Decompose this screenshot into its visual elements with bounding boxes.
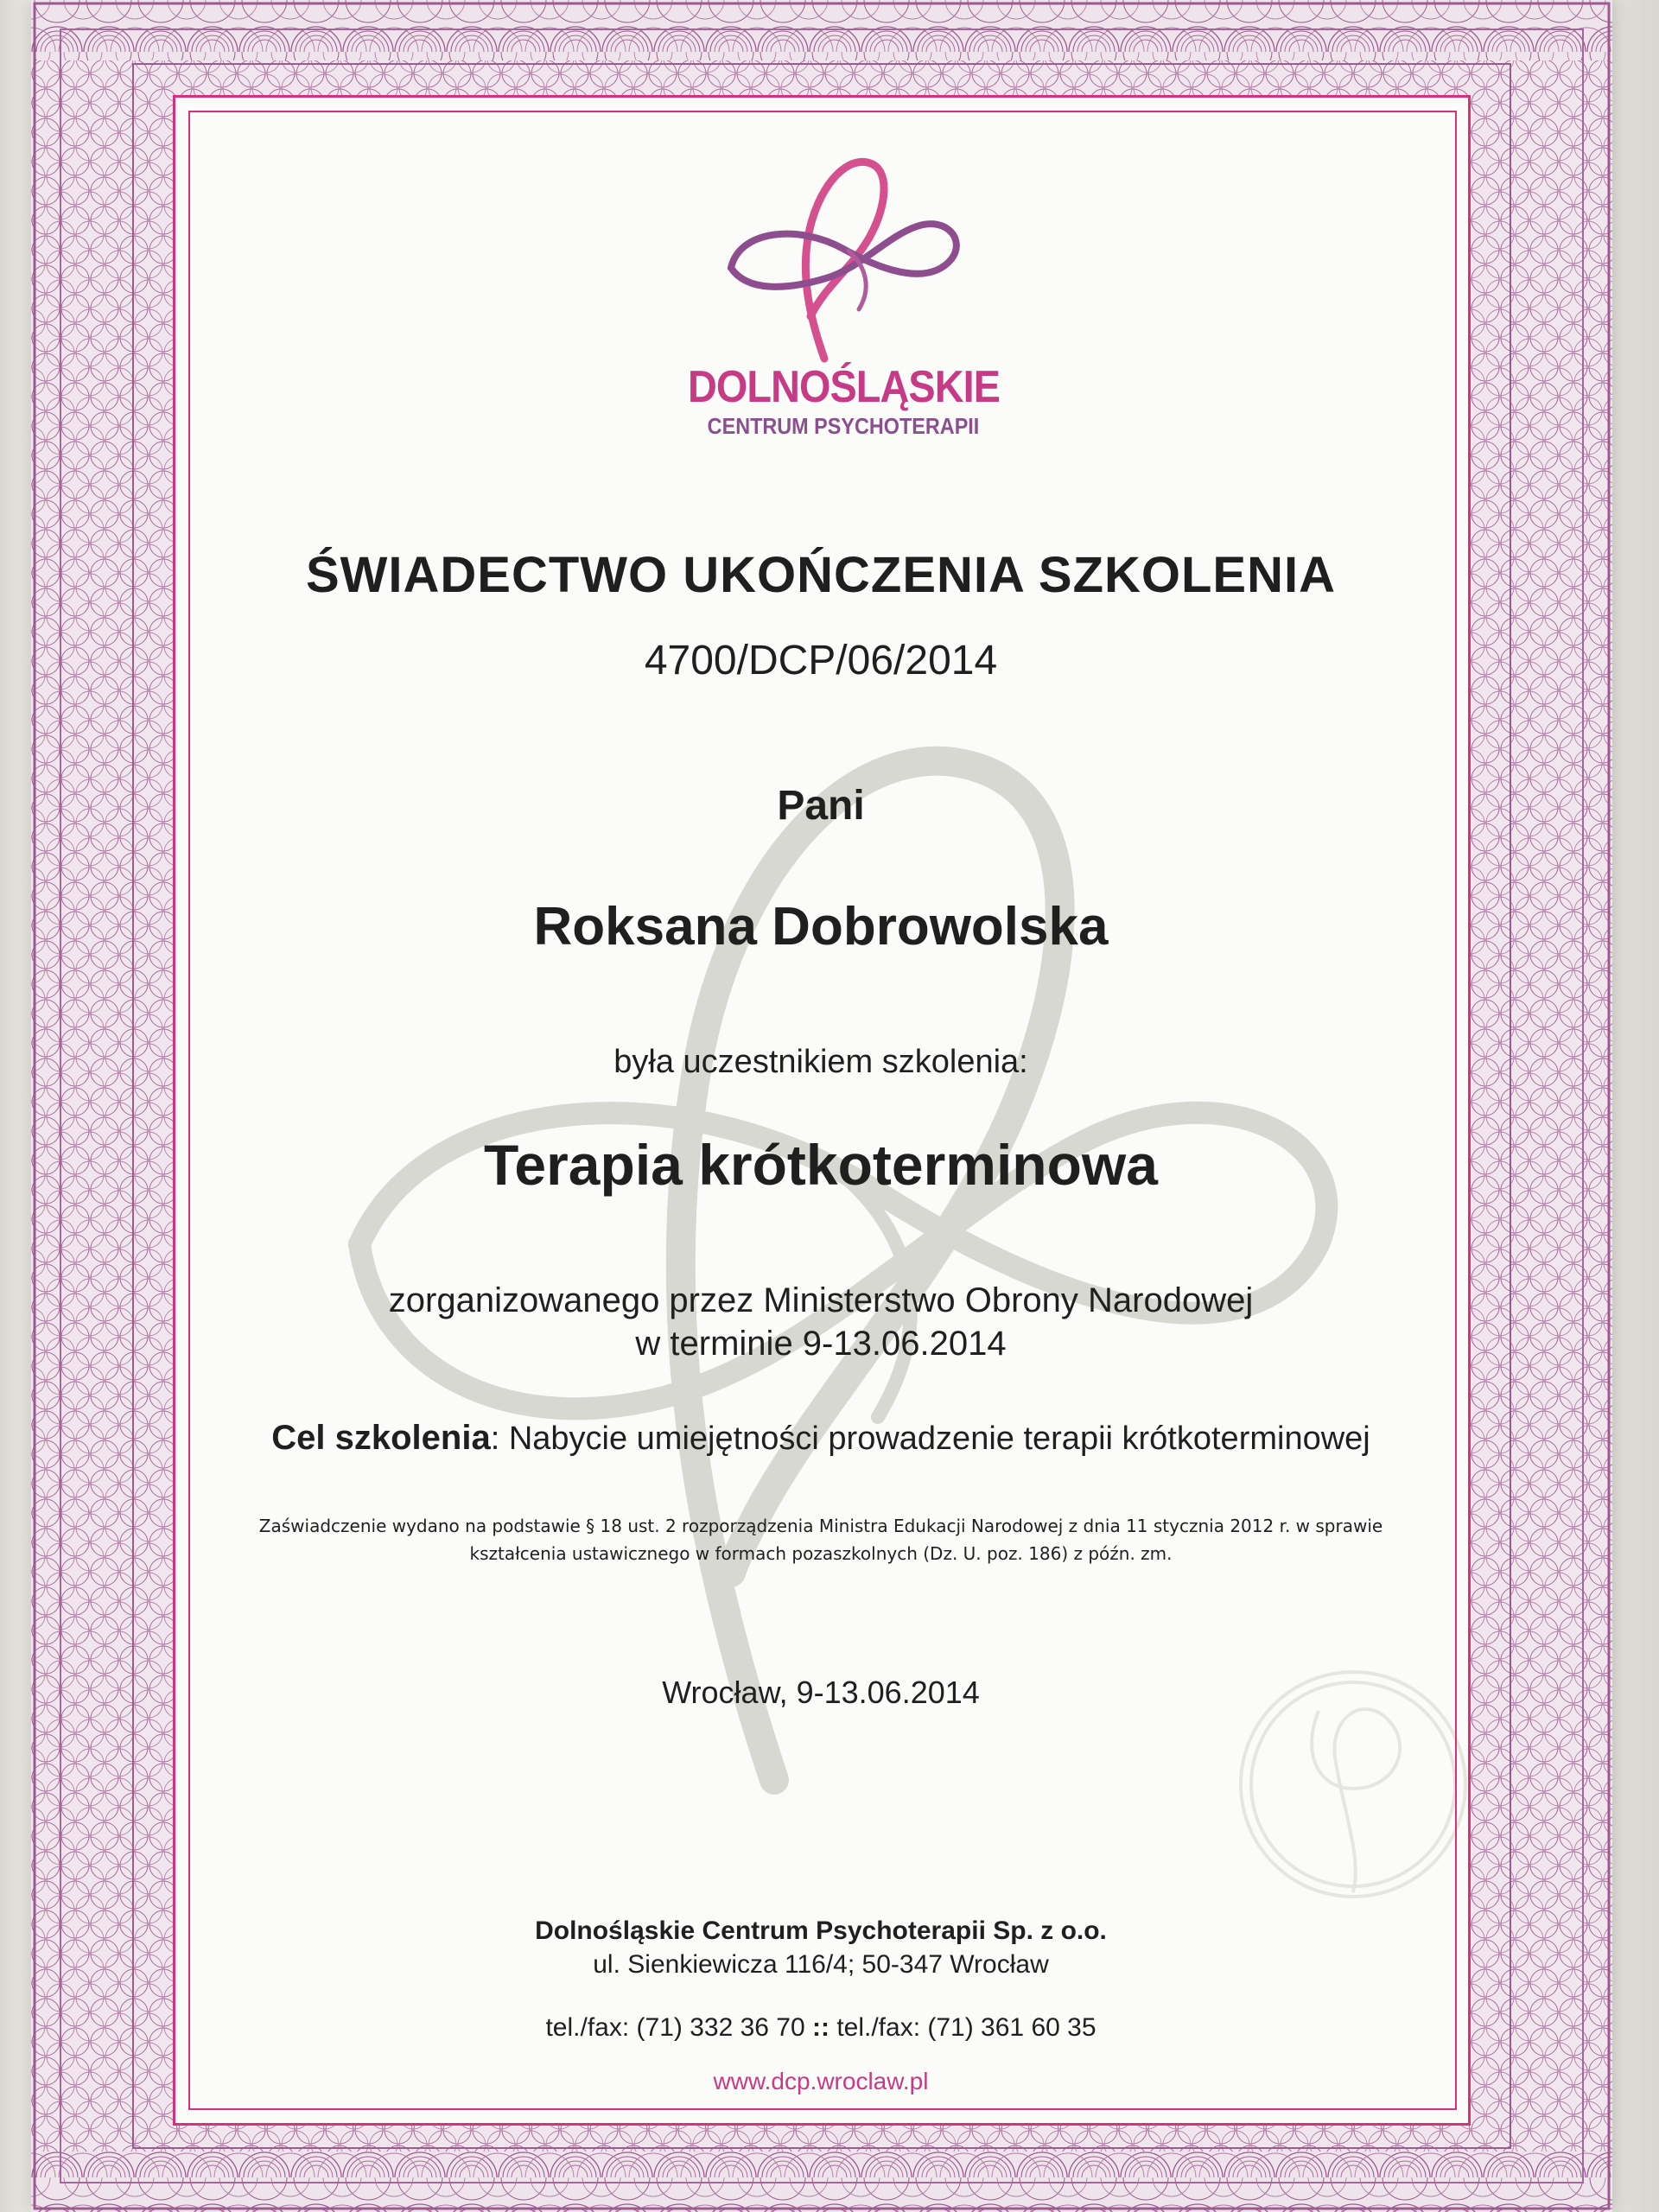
company-name: Dolnośląskie Centrum Psychoterapii Sp. z o.o. — [535, 1916, 1107, 1945]
certificate-paper — [31, 0, 1612, 2212]
legal-line-2: kształcenia ustawicznego w formach pozaszkolnych (Dz. U. poz. 186) z późn. zm. — [469, 1543, 1173, 1564]
legal-line-1: Zaświadczenie wydano na podstawie § 18 ust. 2 rozporządzenia Ministra Edukacji Narodowej z dnia 11 stycznia 2012 r. w sprawie — [258, 1516, 1383, 1536]
certificate-title: ŚWIADECTWO UKOŃCZENIA SZKOLENIA — [305, 547, 1337, 603]
recipient-name: Roksana Dobrowolska — [533, 897, 1109, 957]
company-address: ul. Sienkiewicza 116/4; 50-347 Wrocław — [593, 1950, 1049, 1979]
goal-label: Cel szkolenia — [271, 1419, 491, 1457]
course-dates-line: w terminie 9-13.06.2014 — [635, 1325, 1007, 1363]
organizer-block — [188, 1279, 1453, 1365]
phone-2: tel./fax: (71) 361 60 35 — [836, 2013, 1096, 2042]
course-title: Terapia krótkoterminowa — [484, 1133, 1158, 1197]
organizer-line: zorganizowanego przez Ministerstwo Obrony Narodowej — [388, 1281, 1254, 1319]
company-phones — [188, 2013, 1453, 2043]
logo-wordmark-line1: DOLNOŚLĄSKIE — [688, 362, 1001, 412]
certificate-number: 4700/DCP/06/2014 — [644, 638, 998, 683]
goal-text: : Nabycie umiejętności prowadzenie terapii krótkoterminowej — [490, 1421, 1370, 1457]
place-and-date: Wrocław, 9-13.06.2014 — [662, 1675, 980, 1710]
course-goal — [188, 1419, 1453, 1458]
salutation: Pani — [777, 783, 865, 829]
legal-basis — [188, 1512, 1453, 1567]
logo-wordmark-line2: CENTRUM PSYCHOTERAPII — [707, 413, 980, 439]
website-link[interactable]: www.dcp.wroclaw.pl — [713, 2068, 929, 2094]
phone-separator: :: — [804, 2013, 837, 2042]
participant-text: była uczestnikiem szkolenia: — [613, 1044, 1028, 1080]
phone-1: tel./fax: (71) 332 36 70 — [545, 2013, 805, 2042]
butterfly-logo-icon — [714, 147, 973, 363]
